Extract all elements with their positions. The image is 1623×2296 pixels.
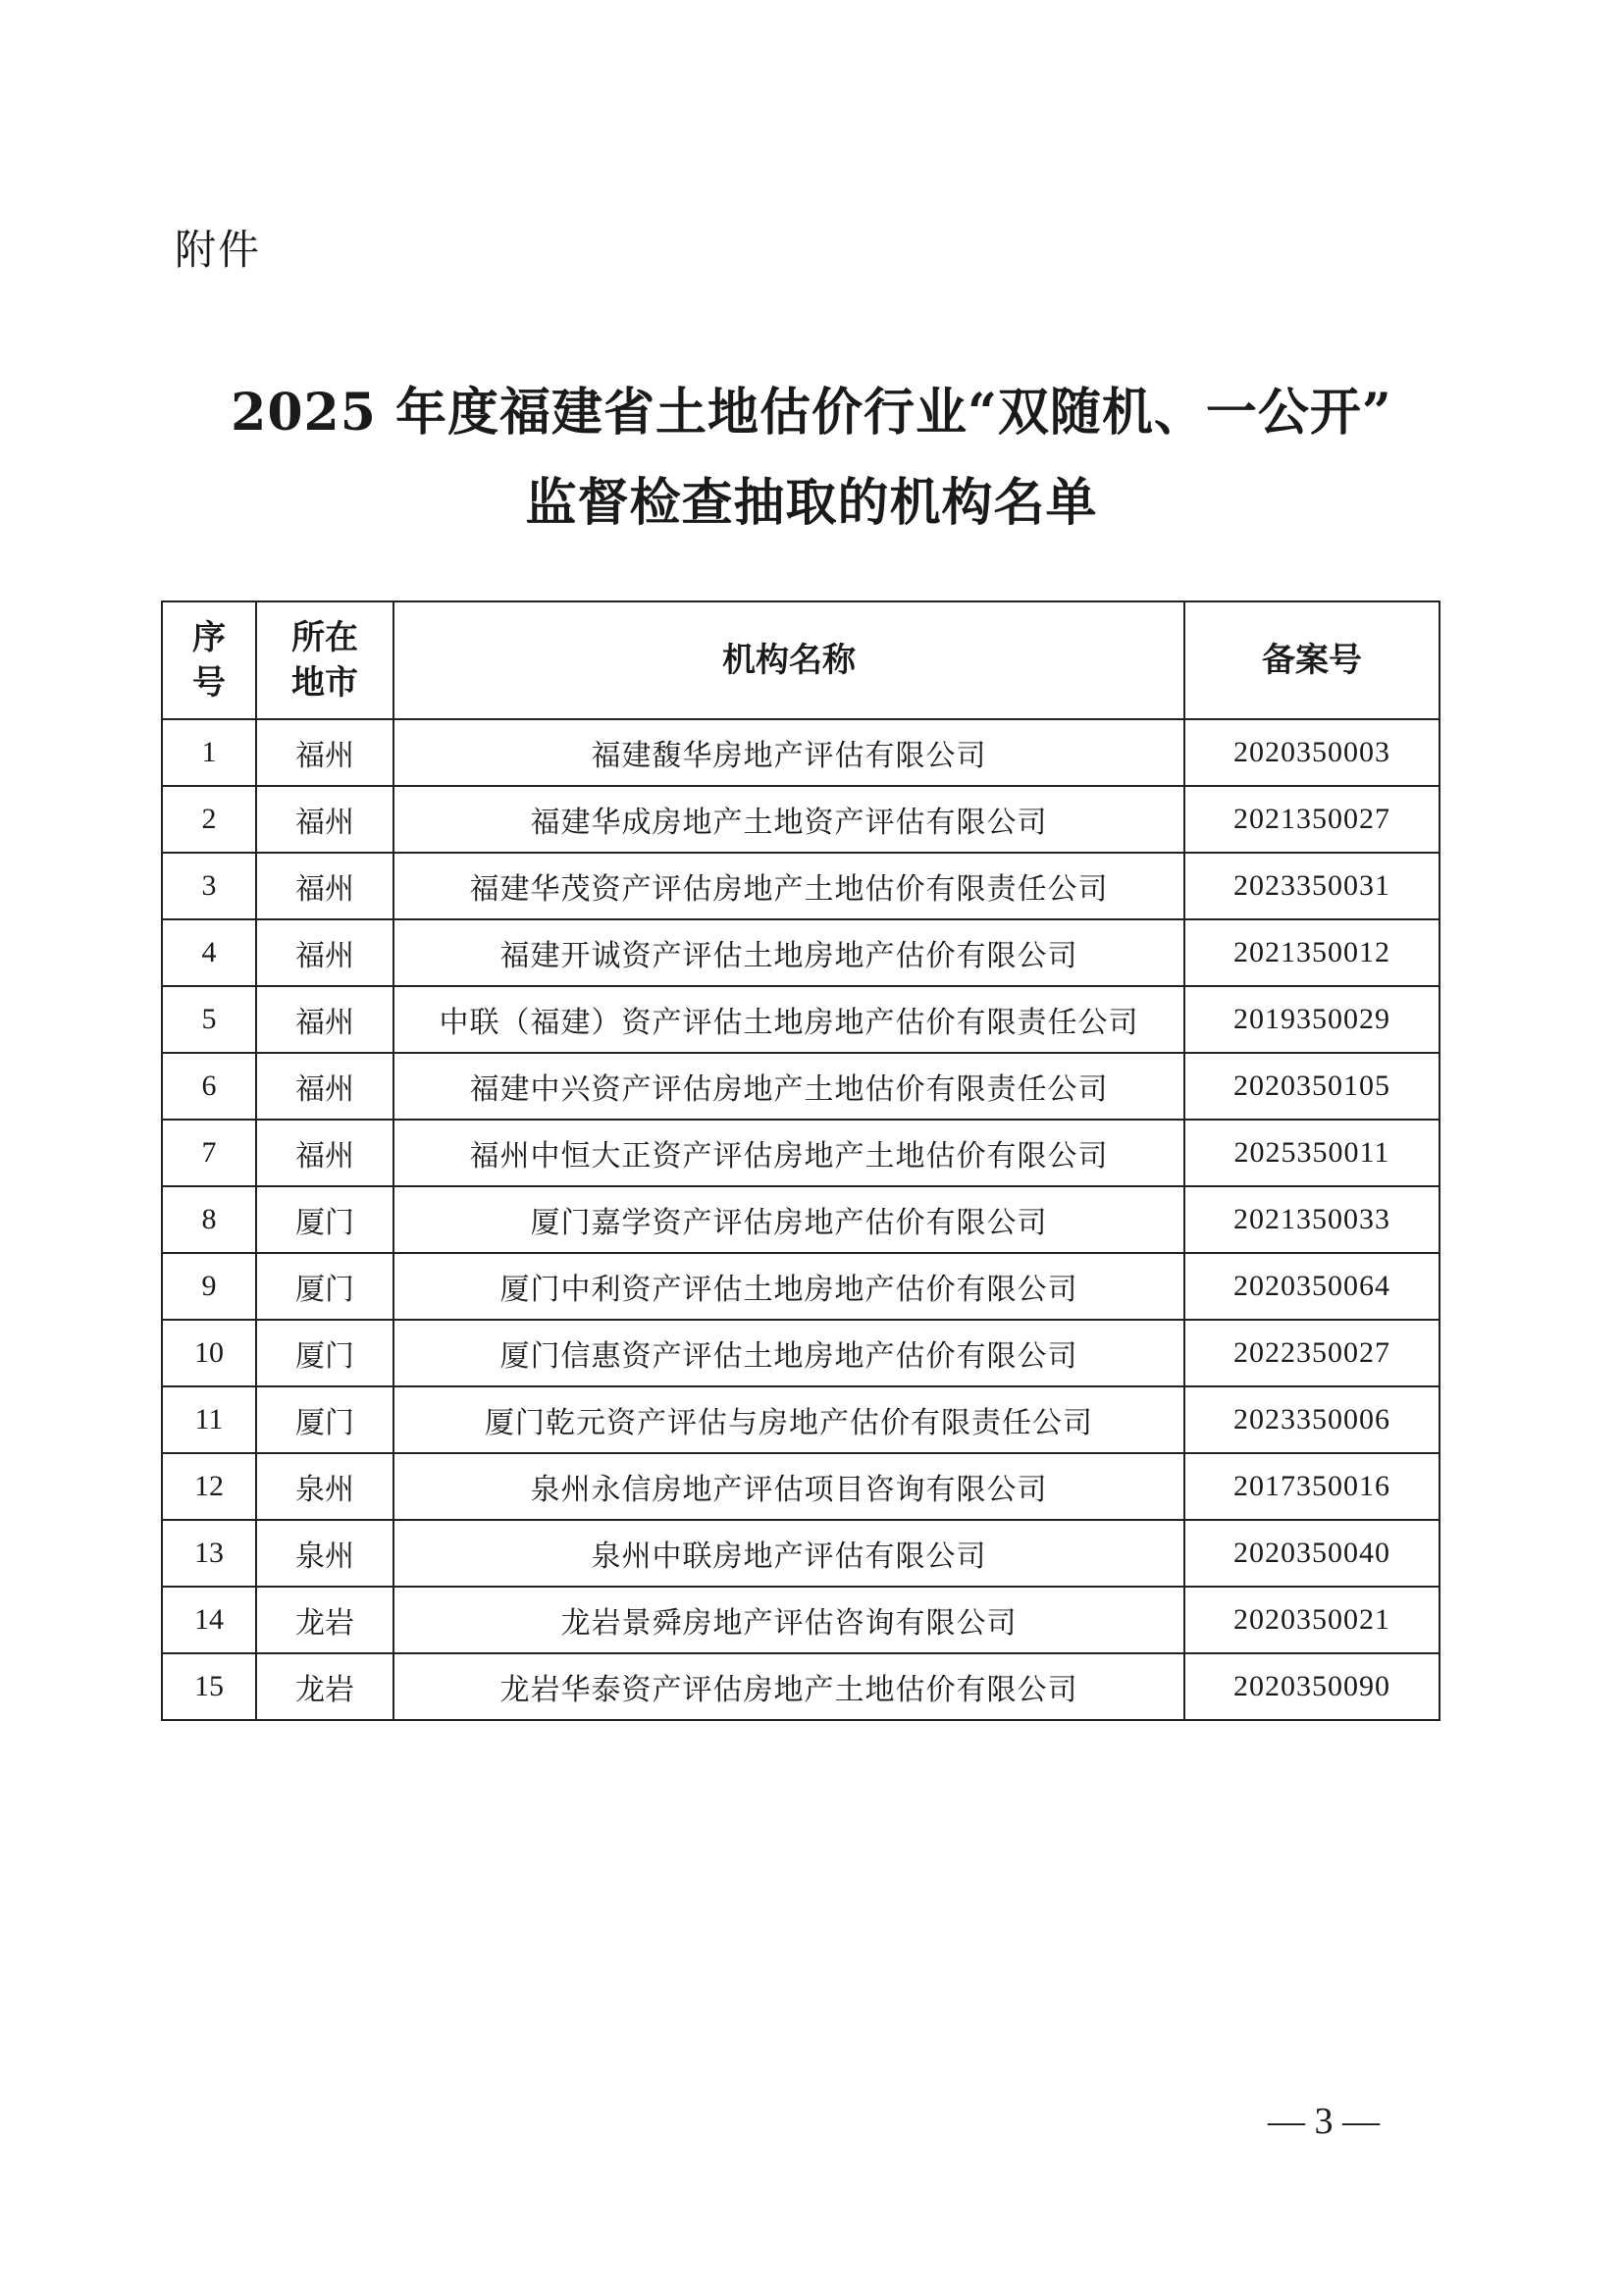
document-title-line-1: 2025 年度福建省土地估价行业“双随机、一公开”	[231, 383, 1392, 443]
cell-serial-number: 9	[162, 1253, 256, 1320]
cell-registration-number: 2021350027	[1184, 786, 1440, 853]
cell-city: 泉州	[256, 1520, 393, 1587]
cell-registration-number: 2023350006	[1184, 1386, 1440, 1453]
cell-serial-number: 11	[162, 1386, 256, 1453]
cell-city: 福州	[256, 853, 393, 919]
table-row	[162, 919, 1440, 986]
cell-serial-number: 1	[162, 719, 256, 786]
cell-registration-number: 2023350031	[1184, 853, 1440, 919]
header-city-text: 所在 地市	[291, 618, 358, 703]
cell-registration-number: 2017350016	[1184, 1453, 1440, 1520]
cell-city: 泉州	[256, 1453, 393, 1520]
cell-institution-name: 厦门嘉学资产评估房地产估价有限公司	[393, 1186, 1184, 1253]
cell-serial-number: 5	[162, 986, 256, 1053]
cell-serial-number: 6	[162, 1053, 256, 1120]
table-row	[162, 1320, 1440, 1386]
table-row	[162, 986, 1440, 1053]
cell-serial-number: 8	[162, 1186, 256, 1253]
cell-city: 厦门	[256, 1386, 393, 1453]
cell-city: 福州	[256, 919, 393, 986]
cell-registration-number: 2025350011	[1184, 1120, 1440, 1186]
cell-institution-name: 厦门中利资产评估土地房地产估价有限公司	[393, 1253, 1184, 1320]
cell-institution-name: 中联（福建）资产评估土地房地产估价有限责任公司	[393, 986, 1184, 1053]
cell-registration-number: 2020350090	[1184, 1653, 1440, 1720]
cell-serial-number: 13	[162, 1520, 256, 1587]
cell-serial-number: 7	[162, 1120, 256, 1186]
header-serial-number	[162, 601, 256, 719]
header-serial-number-text: 序 号	[192, 618, 226, 703]
cell-institution-name: 福建馥华房地产评估有限公司	[393, 719, 1184, 786]
cell-city: 龙岩	[256, 1587, 393, 1653]
cell-institution-name: 福建开诚资产评估土地房地产估价有限公司	[393, 919, 1184, 986]
document-title-line-2: 监督检查抽取的机构名单	[525, 473, 1098, 533]
table-row	[162, 1253, 1440, 1320]
cell-institution-name: 福建华茂资产评估房地产土地估价有限责任公司	[393, 853, 1184, 919]
cell-institution-name: 厦门信惠资产评估土地房地产估价有限公司	[393, 1320, 1184, 1386]
cell-city: 厦门	[256, 1186, 393, 1253]
cell-city: 厦门	[256, 1320, 393, 1386]
table-row	[162, 1120, 1440, 1186]
page-number: — 3 —	[1268, 2101, 1380, 2142]
cell-institution-name: 泉州永信房地产评估项目咨询有限公司	[393, 1453, 1184, 1520]
cell-institution-name: 福州中恒大正资产评估房地产土地估价有限公司	[393, 1120, 1184, 1186]
cell-city: 福州	[256, 1053, 393, 1120]
table-row	[162, 1386, 1440, 1453]
institution-list-table	[161, 600, 1440, 1721]
cell-serial-number: 2	[162, 786, 256, 853]
cell-city: 厦门	[256, 1253, 393, 1320]
cell-serial-number: 4	[162, 919, 256, 986]
header-registration-number: 备案号	[1184, 601, 1440, 719]
cell-city: 福州	[256, 1120, 393, 1186]
cell-registration-number: 2021350033	[1184, 1186, 1440, 1253]
cell-registration-number: 2019350029	[1184, 986, 1440, 1053]
cell-registration-number: 2020350040	[1184, 1520, 1440, 1587]
cell-serial-number: 3	[162, 853, 256, 919]
cell-city: 福州	[256, 986, 393, 1053]
cell-serial-number: 14	[162, 1587, 256, 1653]
cell-city: 福州	[256, 786, 393, 853]
cell-city: 福州	[256, 719, 393, 786]
cell-institution-name: 厦门乾元资产评估与房地产估价有限责任公司	[393, 1386, 1184, 1453]
table-row	[162, 853, 1440, 919]
cell-institution-name: 龙岩华泰资产评估房地产土地估价有限公司	[393, 1653, 1184, 1720]
cell-serial-number: 15	[162, 1653, 256, 1720]
cell-institution-name: 泉州中联房地产评估有限公司	[393, 1520, 1184, 1587]
cell-registration-number: 2020350003	[1184, 719, 1440, 786]
table-row	[162, 786, 1440, 853]
cell-serial-number: 12	[162, 1453, 256, 1520]
table-row	[162, 1053, 1440, 1120]
cell-institution-name: 福建华成房地产土地资产评估有限公司	[393, 786, 1184, 853]
table-body	[162, 719, 1440, 1720]
cell-institution-name: 龙岩景舜房地产评估咨询有限公司	[393, 1587, 1184, 1653]
cell-institution-name: 福建中兴资产评估房地产土地估价有限责任公司	[393, 1053, 1184, 1120]
table-row	[162, 719, 1440, 786]
table-row	[162, 1653, 1440, 1720]
cell-registration-number: 2020350105	[1184, 1053, 1440, 1120]
header-city	[256, 601, 393, 719]
cell-registration-number: 2020350064	[1184, 1253, 1440, 1320]
cell-registration-number: 2020350021	[1184, 1587, 1440, 1653]
cell-serial-number: 10	[162, 1320, 256, 1386]
table-row	[162, 1587, 1440, 1653]
table-row	[162, 1520, 1440, 1587]
table-row	[162, 1186, 1440, 1253]
cell-city: 龙岩	[256, 1653, 393, 1720]
attachment-label: 附件	[175, 226, 262, 274]
table-header-row	[162, 601, 1440, 719]
header-institution-name: 机构名称	[393, 601, 1184, 719]
cell-registration-number: 2021350012	[1184, 919, 1440, 986]
cell-registration-number: 2022350027	[1184, 1320, 1440, 1386]
table-row	[162, 1453, 1440, 1520]
